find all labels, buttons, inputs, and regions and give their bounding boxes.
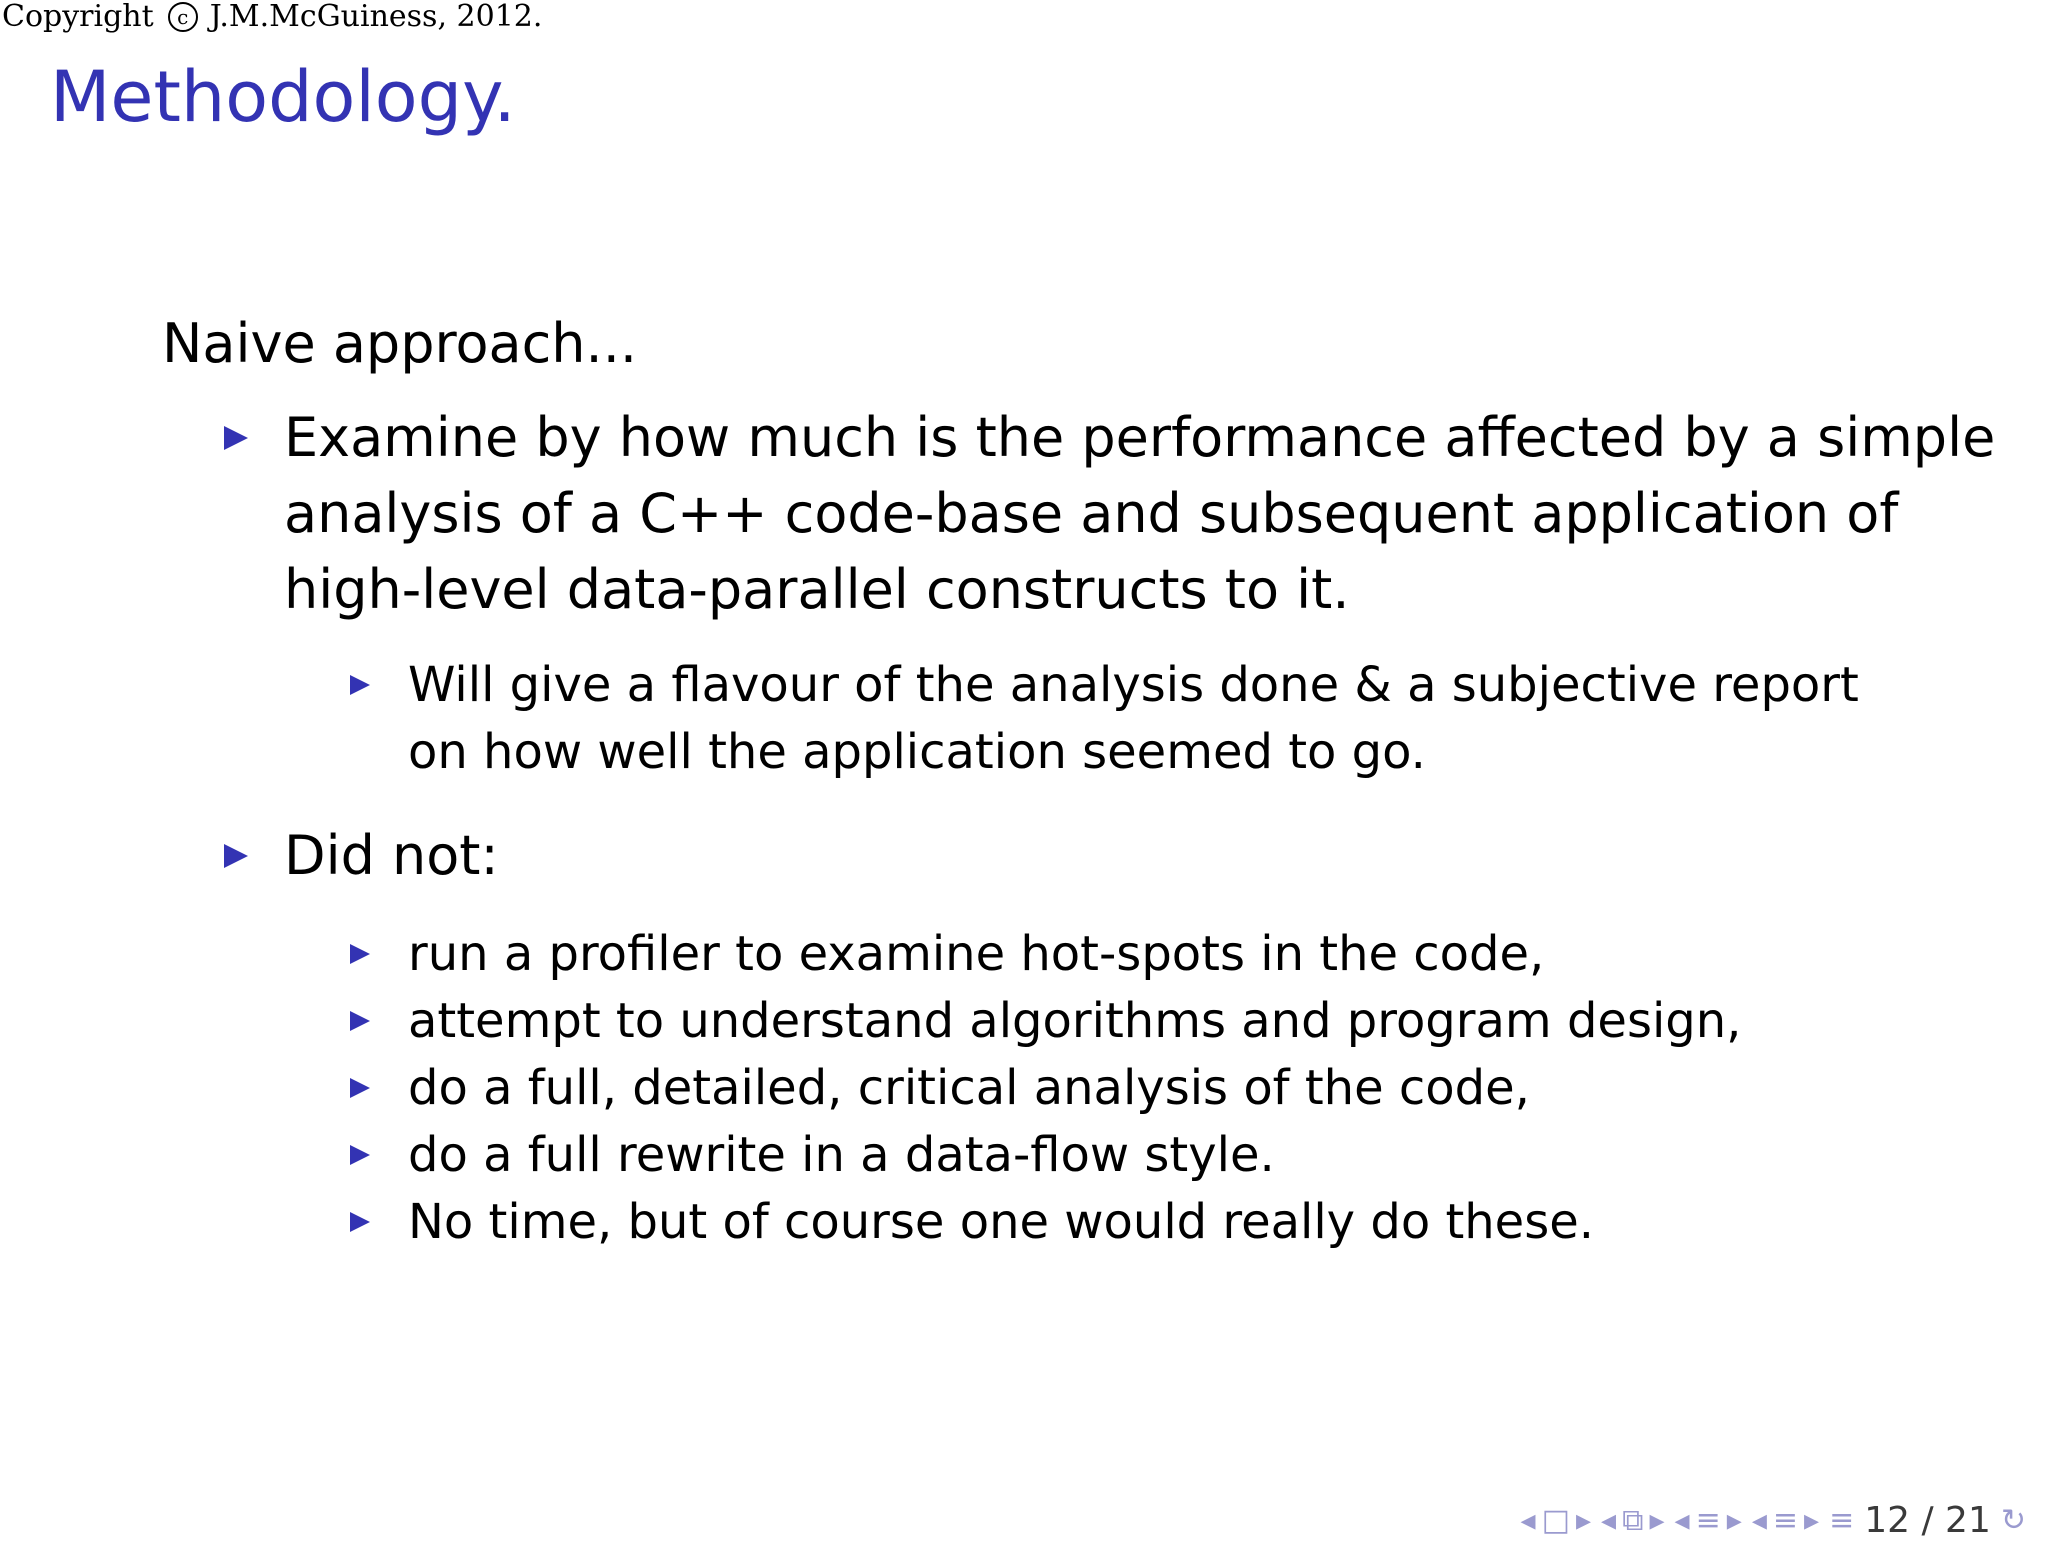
copyright-label: Copyright bbox=[2, 0, 154, 34]
copyright-header bbox=[2, 0, 542, 34]
subbullet-text: run a profiler to examine hot-spots in the code, bbox=[408, 926, 1545, 982]
subbullet-text: No time, but of course one would really do these. bbox=[408, 1194, 1595, 1250]
subbullet-text: do a full rewrite in a data-flow style. bbox=[408, 1127, 1275, 1183]
beamer-navigation bbox=[1520, 1500, 2026, 1541]
nav-section-group bbox=[1751, 1503, 1820, 1538]
nav-search-icon[interactable]: ≡ bbox=[1829, 1503, 1855, 1538]
nav-subsection-group bbox=[1674, 1503, 1742, 1538]
nav-frame-icon[interactable]: □ bbox=[1541, 1503, 1570, 1538]
subbullet-text: attempt to understand algorithms and program design, bbox=[408, 993, 1742, 1049]
nav-prev-frame-icon[interactable]: ◂ bbox=[1601, 1503, 1617, 1538]
nav-frames-icon[interactable]: ⧉ bbox=[1622, 1503, 1644, 1538]
nav-next-section-icon[interactable]: ▸ bbox=[1804, 1503, 1820, 1538]
subbullet-line: Will give a flavour of the analysis done & a subjective report bbox=[408, 657, 1859, 713]
bullet-line: Examine by how much is the performance affected by a simple bbox=[284, 406, 1996, 469]
subbullet-triangle-icon bbox=[350, 1145, 370, 1165]
subbullet-triangle-icon bbox=[350, 1011, 370, 1031]
nav-prev-slide-icon[interactable]: ◂ bbox=[1520, 1503, 1536, 1538]
bullet-triangle-icon bbox=[224, 426, 248, 450]
bullet-triangle-icon bbox=[224, 844, 248, 868]
subbullet-line: on how well the application seemed to go. bbox=[408, 724, 1426, 780]
subbullet-text: do a full, detailed, critical analysis of the code, bbox=[408, 1060, 1530, 1116]
bullet-label: Did not: bbox=[284, 824, 499, 887]
bullet-line: high-level data-parallel constructs to it. bbox=[284, 558, 1350, 621]
nav-next-subsection-icon[interactable]: ▸ bbox=[1726, 1503, 1742, 1538]
subbullet-triangle-icon bbox=[350, 1078, 370, 1098]
nav-next-slide-icon[interactable]: ▸ bbox=[1575, 1503, 1591, 1538]
intro-text: Naive approach... bbox=[162, 312, 638, 375]
slide-title: Methodology. bbox=[50, 56, 516, 138]
page-indicator: 12 / 21 bbox=[1864, 1500, 1991, 1541]
nav-search-loop-icon[interactable]: ↻ bbox=[2000, 1503, 2026, 1538]
copyright-icon: c bbox=[168, 2, 198, 32]
nav-prev-subsection-icon[interactable]: ◂ bbox=[1674, 1503, 1690, 1538]
copyright-holder: J.M.McGuiness, 2012. bbox=[209, 0, 543, 34]
bullet-line: analysis of a C++ code-base and subsequent application of bbox=[284, 482, 1899, 545]
nav-subsection-icon[interactable]: ≡ bbox=[1695, 1503, 1721, 1538]
nav-frame-group bbox=[1601, 1503, 1665, 1538]
nav-next-frame-icon[interactable]: ▸ bbox=[1649, 1503, 1665, 1538]
subbullet-triangle-icon bbox=[350, 944, 370, 964]
subbullet-triangle-icon bbox=[350, 1212, 370, 1232]
nav-section-icon[interactable]: ≡ bbox=[1772, 1503, 1799, 1538]
subbullet-triangle-icon bbox=[350, 675, 370, 695]
nav-prev-section-icon[interactable]: ◂ bbox=[1751, 1503, 1767, 1538]
nav-slide-group bbox=[1520, 1503, 1591, 1538]
